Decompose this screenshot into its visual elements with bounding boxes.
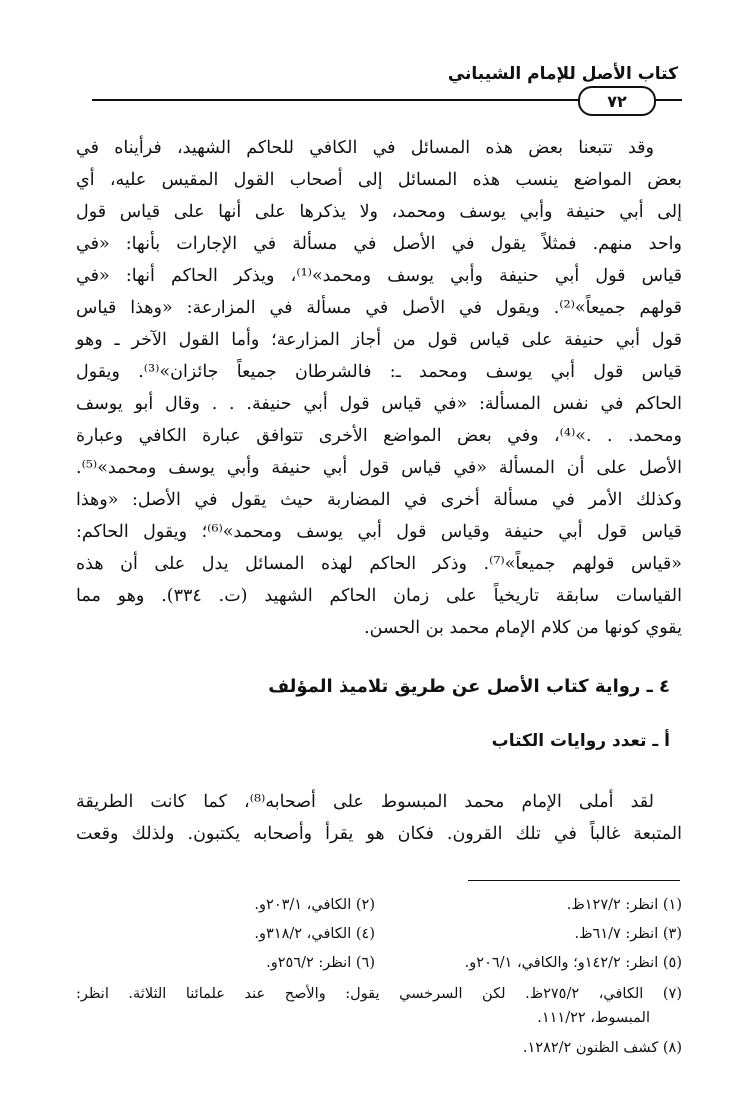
body-line: الحاكم في نفس المسألة: «في قياس قول أبي حنيفة. . . وقال أبو يوسف (76, 394, 682, 414)
footnote: (١) انظر: ١٢٧/٢ظ. (566, 897, 682, 913)
body-line: لقد أملى الإمام محمد المبسوط على أصحابه⁽⁸⁾، كما كانت الطريقة (76, 792, 654, 812)
body-line: يقوي كونها من كلام الإمام محمد بن الحسن. (364, 618, 682, 638)
footnote: (٥) انظر: ١٤٢/٢و؛ والكافي، ٢٠٦/١و. (464, 955, 682, 971)
body-line: قول أبي حنيفة على قياس قول من أجاز المزارعة؛ وأما القول الآخر ـ وهو (76, 330, 682, 350)
body-line: قولهم جميعاً»⁽²⁾. ويقول في الأصل في مسألة في المزارعة: «وهذا قياس (76, 298, 682, 318)
subsection-heading: أ ـ تعدد روايات الكتاب (491, 731, 670, 751)
body-line: ومحمد. . .»⁽⁴⁾، وفي بعض المواضع الأخرى تتوافق عبارة الكافي وعبارة (76, 426, 682, 446)
body-line: الأصل على أن المسألة «في قياس قول أبي حنيفة وأبي يوسف ومحمد»⁽⁵⁾. (76, 458, 682, 478)
footnote: (٣) انظر: ٦١/٧ظ. (574, 926, 682, 942)
body-line: قياس قول أبي حنيفة وأبي يوسف ومحمد»⁽¹⁾، ويذكر الحاكم أنها: «في (76, 266, 682, 286)
body-line: القياسات سابقة تاريخياً على زمان الحاكم الشهيد (ت. ٣٣٤). وهو مما (76, 586, 682, 606)
body-line: إلى أبي حنيفة وأبي يوسف ومحمد، ولا يذكرها على أنها على قياس قول (76, 202, 682, 222)
page-number-badge (578, 86, 656, 116)
section-heading: ٤ ـ رواية كتاب الأصل عن طريق تلاميذ المؤلف (268, 676, 670, 697)
footnote: (٧) الكافي، ٢٧٥/٢ظ. لكن السرخسي يقول: والأصح عند علمائنا الثلاثة. انظر: (76, 986, 682, 1002)
footnote-separator (468, 880, 680, 881)
body-line: وكذلك الأمر في مسألة أخرى في المضاربة حيث يقول في الأصل: «وهذا (76, 490, 682, 510)
body-line: قياس قول أبي حنيفة وقياس قول أبي يوسف ومحمد»⁽⁶⁾؛ ويقول الحاكم: (76, 522, 682, 542)
running-header-title: كتاب الأصل للإمام الشيباني (447, 64, 678, 84)
body-line: قياس قول أبي يوسف ومحمد ـ: فالشرطان جميعاً جائزان»⁽³⁾. ويقول (76, 362, 683, 382)
body-line: وقد تتبعنا بعض هذه المسائل في الكافي للحاكم الشهيد، فرأيناه في (76, 138, 654, 158)
footnote: (٢) الكافي، ٢٠٣/١و. (254, 897, 375, 913)
body-line: واحد منهم. فمثلاً يقول في الأصل في مسألة في الإجارات بأنها: «في (76, 234, 682, 254)
body-line: المتبعة غالباً في تلك القرون. فكان هو يقرأ وأصحابه يكتبون. ولذلك وقعت (76, 824, 682, 844)
body-line: «قياس قولهم جميعاً»⁽⁷⁾. وذكر الحاكم لهذه المسائل يدل على أن هذه (76, 554, 682, 574)
footnote: (٦) انظر: ٢٥٦/٢و. (266, 955, 375, 971)
footnote: (٤) الكافي، ٣١٨/٢و. (254, 926, 375, 942)
page-number: ٧٢ (607, 91, 627, 111)
body-line: بعض المواضع ينسب هذه المسائل إلى أصحاب القول المقيس عليه، أي (76, 170, 682, 190)
footnote: (٨) كشف الظنون ١٢٨٢/٢. (522, 1040, 682, 1056)
footnote-continuation: المبسوط، ١١١/٢٢. (537, 1010, 650, 1026)
